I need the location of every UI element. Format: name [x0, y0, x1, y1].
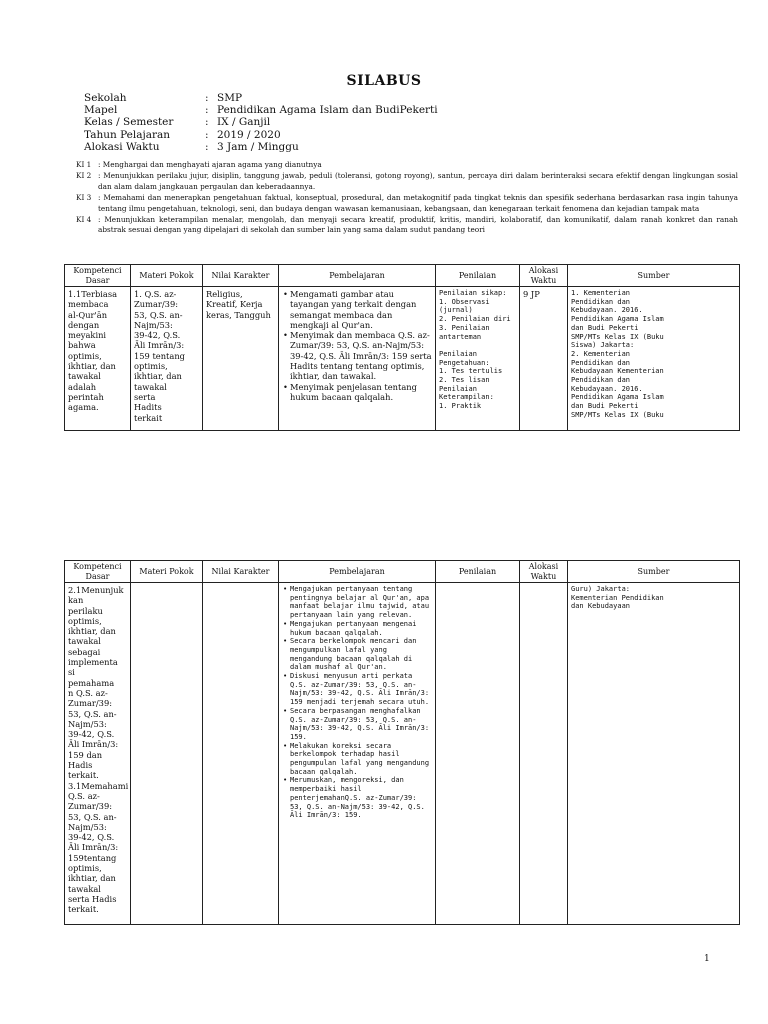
cell-line: Q.S. az-: [68, 790, 100, 801]
cell-line: tawakal: [68, 636, 101, 647]
cell-line: Kementerian Pendidikan: [571, 593, 664, 602]
meta-separator: :: [205, 116, 209, 129]
cell-line: sebagai: [68, 646, 101, 657]
learning-activity: • Mengajukan pertanyaan mengenai hukum bacaan qalqalah.: [290, 620, 432, 637]
cell-line: 2. Kementerian: [571, 349, 631, 358]
cell-line: pemahama: [68, 677, 115, 688]
cell-line: Kreatif, Kerja: [206, 299, 263, 310]
cell-line: Pendidikan Agama Islam: [571, 315, 664, 324]
meta-separator: :: [205, 140, 209, 153]
meta-separator: :: [205, 92, 209, 104]
cell-line: Guru) Jakarta:: [571, 585, 631, 593]
page-title: SILABUS: [346, 73, 422, 89]
cell-line: Penilaian: [439, 349, 477, 358]
learning-activity: • Melakukan koreksi secara berkelompok terhadap hasil pengumpulan lafal yang mengandung bacaan qalqalah.: [290, 742, 432, 777]
cell-line: Pendidikan Agama Islam: [571, 393, 664, 402]
cell-line: kan: [68, 595, 84, 606]
cell-line: (jurnal): [439, 306, 473, 315]
meta-row: [84, 141, 438, 153]
alokasi-cell: 9 JP: [520, 287, 568, 431]
learning-activity: • Secara berpasangan menghafalkan Q.S. az-Zumar/39: 53, Q.S. an-Najm/53: 39-42, Q.S. Āli Imrān/3: 159.: [290, 707, 432, 742]
cell-line: SMP/MTs Kelas IX (Buku: [571, 410, 664, 419]
cell-line: 159 dan: [68, 749, 103, 760]
header-penilaian: Penilaian: [436, 561, 520, 583]
cell-line: si: [68, 667, 75, 678]
meta-label: Tahun Pelajaran: [84, 128, 171, 141]
header-sumber: Sumber: [568, 561, 740, 583]
cell-line: Pendidikan dan: [571, 376, 631, 385]
penilaian-cell: [436, 583, 520, 925]
cell-line: 3. Penilaian: [439, 323, 490, 332]
cell-line: 1. Tes tertulis: [439, 367, 503, 376]
header-kompetensi-dasar: Kompetenci Dasar: [65, 561, 131, 583]
cell-line: Keterampilan:: [439, 393, 494, 402]
ki-code: KI 4: [76, 214, 92, 224]
cell-line: ikhtiar, dan: [68, 873, 116, 884]
cell-line: meyakini: [68, 330, 107, 341]
cell-line: terkait.: [68, 904, 99, 915]
ki-text: : Menunjukkan perilaku jujur, disiplin, tanggung jawab, peduli (toleransi, gotong royong), santun, percaya diri dalam berinteraksi secara efektif dengan lingkungan sosial dan alam dalam jangkauan pergaulan dan keberadaannya.: [98, 170, 738, 191]
ki-text: : Menghargai dan menghayati ajaran agama yang dianutnya: [98, 160, 322, 169]
meta-row: [84, 92, 438, 104]
meta-row: [84, 129, 438, 141]
cell-line: Āli Imrān/3:: [68, 842, 119, 853]
ki-code: KI 2: [76, 170, 92, 180]
cell-line: Zumar/39:: [68, 801, 113, 812]
cell-line: 3.1Memahami: [68, 780, 129, 791]
cell-line: Pengetahuan:: [439, 358, 490, 367]
silabus-table-2: [64, 560, 740, 925]
cell-line: Āli Imrān/3:: [68, 739, 119, 750]
cell-line: dan Budi Pekerti: [571, 323, 639, 332]
cell-line: tawakal: [68, 883, 101, 894]
sumber-cell: [568, 583, 740, 925]
learning-activity: • Mengamati gambar atau tayangan yang terkait dengan semangat membaca dan mengkaji al Qur'an.: [290, 289, 432, 330]
cell-line: Kebudayaan Kementerian: [571, 367, 664, 376]
cell-line: 1. Observasi: [439, 297, 490, 306]
cell-line: 1. Kementerian: [571, 289, 631, 297]
cell-line: Pendidikan dan: [571, 358, 631, 367]
meta-value: Pendidikan Agama Islam dan BudiPekerti: [217, 104, 438, 117]
cell-line: membaca: [68, 299, 109, 310]
learning-activity: • Secara berkelompok mencari dan mengumpulkan lafal yang mengandung bacaan qalqalah di dalam mushaf al Qur'an.: [290, 637, 432, 672]
cell-line: optimis,: [68, 615, 102, 626]
alokasi-cell: [520, 583, 568, 925]
cell-line: 53, Q.S. an-: [134, 309, 183, 320]
ki-code: KI 3: [76, 192, 92, 202]
cell-line: perilaku: [68, 605, 103, 616]
learning-activity: • Menyimak dan membaca Q.S. az-Zumar/39: 53, Q.S. an-Najm/53: 39-42, Q.S. Āli Imrān/3: 159 serta Hadits tentang tentang optimis, ikhtiar, dan tawakal.: [290, 330, 432, 381]
materi-cell: [131, 287, 203, 431]
cell-line: Siswa) Jakarta:: [571, 341, 635, 350]
header-pembelajaran: Pembelajaran: [279, 265, 436, 287]
cell-line: Pendidikan dan: [571, 297, 631, 306]
ki-item: [76, 171, 738, 193]
cell-line: bahwa: [68, 340, 96, 351]
header-penilaian: Penilaian: [436, 265, 520, 287]
learning-activity: • Diskusi menyusun arti perkata Q.S. az-Zumar/39: 53, Q.S. an-Najm/53: 39-42, Q.S. Āli Imrān/3: 159 menjadi terjemah secara utuh.: [290, 672, 432, 707]
cell-line: adalah: [68, 381, 97, 392]
cell-line: 2.1Menunjuk: [68, 585, 124, 595]
meta-label: Sekolah: [84, 92, 127, 104]
cell-line: Hadis: [68, 760, 93, 771]
cell-line: serta: [134, 391, 156, 402]
cell-line: serta Hadis: [68, 893, 117, 904]
cell-line: optimis,: [68, 863, 102, 874]
pembelajaran-cell: [279, 287, 436, 431]
cell-line: 159 tentang: [134, 350, 185, 361]
cell-line: 1. Q.S. az-: [134, 289, 177, 299]
cell-line: dan Kebudayaan: [571, 602, 631, 611]
cell-line: antarteman: [439, 332, 482, 341]
header-materi-pokok: Materi Pokok: [131, 561, 203, 583]
learning-activity: • Merumuskan, mengoreksi, dan memperbaiki hasil penterjemahanQ.S. az-Zumar/39: 53, Q.S. an-Najm/53: 39-42, Q.S. Āli Imrān/3: 159.: [290, 776, 432, 820]
cell-line: [439, 341, 516, 350]
karakter-cell: [203, 583, 279, 925]
cell-line: tawakal: [134, 381, 167, 392]
cell-line: 39-42, Q.S.: [68, 729, 115, 740]
cell-line: Kebudayaan. 2016.: [571, 306, 643, 315]
cell-line: Hadits: [134, 402, 162, 413]
cell-line: Āli Imrān/3:: [134, 340, 185, 351]
cell-line: Najm/53:: [68, 718, 107, 729]
learning-activity: • Menyimak penjelasan tentang hukum bacaan qalqalah.: [290, 382, 432, 403]
meta-separator: :: [205, 128, 209, 141]
cell-line: 39-42, Q.S.: [68, 832, 115, 843]
cell-line: terkait: [134, 412, 163, 423]
cell-line: 53, Q.S. an-: [68, 708, 117, 719]
kompetensi-inti-list: [76, 160, 738, 236]
ki-text: : Memahami dan menerapkan pengetahuan faktual, konseptual, prosedural, dan metakognitif pada tingkat teknis dan spesifik sederhana berdasarkan rasa ingin tahunya tentang ilmu pengetahuan, teknologi, seni, dan budaya dengan wawasan kemanusiaan, kebangsaan, dan kenegaraan terkait fenomena dan kejadian tampak mata: [98, 192, 738, 213]
meta-value: 2019 / 2020: [217, 128, 281, 141]
ki-item: [76, 193, 738, 215]
meta-row: [84, 104, 438, 116]
cell-line: tawakal: [68, 371, 101, 382]
ki-text: : Menunjukkan keterampilan menalar, mengolah, dan menyaji secara kreatif, produktif, kritis, mandiri, kolaboratif, dan komunikatif, dalam ranah konkret dan ranah abstrak sesuai dengan yang dipelajari di sekolah dan sumber lain yang sama dalam sudut pandang teori: [98, 214, 738, 235]
cell-line: Penilaian sikap:: [439, 289, 507, 297]
document-meta: [84, 92, 438, 153]
ki-item: [76, 160, 738, 171]
learning-activity: • Mengajukan pertanyaan tentang pentingnya belajar al Qur'an, apa manfaat belajar ilmu tajwid, atau pertanyaan lain yang relevan.: [290, 585, 432, 620]
page-number: 1: [704, 954, 710, 964]
cell-line: ikhtiar, dan: [68, 626, 116, 637]
meta-label: Kelas / Semester: [84, 116, 174, 129]
cell-line: perintah: [68, 391, 104, 402]
meta-value: IX / Ganjil: [217, 116, 271, 129]
cell-line: 1. Praktik: [439, 402, 482, 411]
sumber-cell: [568, 287, 740, 431]
header-sumber: Sumber: [568, 265, 740, 287]
cell-line: al-Qur'ān: [68, 309, 108, 320]
meta-row: [84, 116, 438, 128]
header-nilai-karakter: Nilai Karakter: [203, 265, 279, 287]
header-pembelajaran: Pembelajaran: [279, 561, 436, 583]
cell-line: Religius,: [206, 289, 243, 299]
cell-line: terkait.: [68, 770, 99, 781]
meta-separator: :: [205, 104, 209, 117]
cell-line: 2. Tes lisan: [439, 376, 490, 385]
cell-line: ikhtiar, dan: [68, 361, 116, 372]
kd-cell: [65, 287, 131, 431]
meta-label: Mapel: [84, 104, 118, 117]
cell-line: dan Budi Pekerti: [571, 402, 639, 411]
cell-line: optimis,: [68, 350, 102, 361]
cell-line: optimis,: [134, 361, 168, 372]
header-alokasi-waktu: Alokasi Waktu: [520, 265, 568, 287]
header-kompetensi-dasar: Kompetenci Dasar: [65, 265, 131, 287]
ki-code: KI 1: [76, 160, 92, 169]
meta-value: SMP: [217, 92, 243, 104]
cell-line: 39-42, Q.S.: [134, 330, 181, 341]
meta-value: 3 Jam / Minggu: [217, 140, 299, 153]
cell-line: n Q.S. az-: [68, 687, 108, 698]
karakter-cell: [203, 287, 279, 431]
ki-item: [76, 215, 738, 237]
cell-line: Kebudayaan. 2016.: [571, 384, 643, 393]
cell-line: keras, Tangguh: [206, 309, 271, 320]
cell-line: ikhtiar, dan: [134, 371, 182, 382]
cell-line: 1.1Terbiasa: [68, 289, 118, 299]
cell-line: 2. Penilaian diri: [439, 315, 511, 324]
cell-line: Najm/53:: [134, 319, 173, 330]
cell-line: implementa: [68, 657, 118, 668]
cell-line: Zumar/39:: [68, 698, 113, 709]
cell-line: agama.: [68, 402, 99, 413]
silabus-table-1: [64, 264, 740, 431]
kd-cell: [65, 583, 131, 925]
header-materi-pokok: Materi Pokok: [131, 265, 203, 287]
cell-line: 53, Q.S. an-: [68, 811, 117, 822]
cell-line: Najm/53:: [68, 821, 107, 832]
header-alokasi-waktu: Alokasi Waktu: [520, 561, 568, 583]
header-nilai-karakter: Nilai Karakter: [203, 561, 279, 583]
meta-label: Alokasi Waktu: [84, 140, 160, 153]
pembelajaran-cell: [279, 583, 436, 925]
cell-line: 159tentang: [68, 852, 117, 863]
materi-cell: [131, 583, 203, 925]
penilaian-cell: [436, 287, 520, 431]
cell-line: SMP/MTs Kelas IX (Buku: [571, 332, 664, 341]
cell-line: Penilaian: [439, 384, 477, 393]
cell-line: Zumar/39:: [134, 299, 179, 310]
cell-line: dengan: [68, 319, 100, 330]
